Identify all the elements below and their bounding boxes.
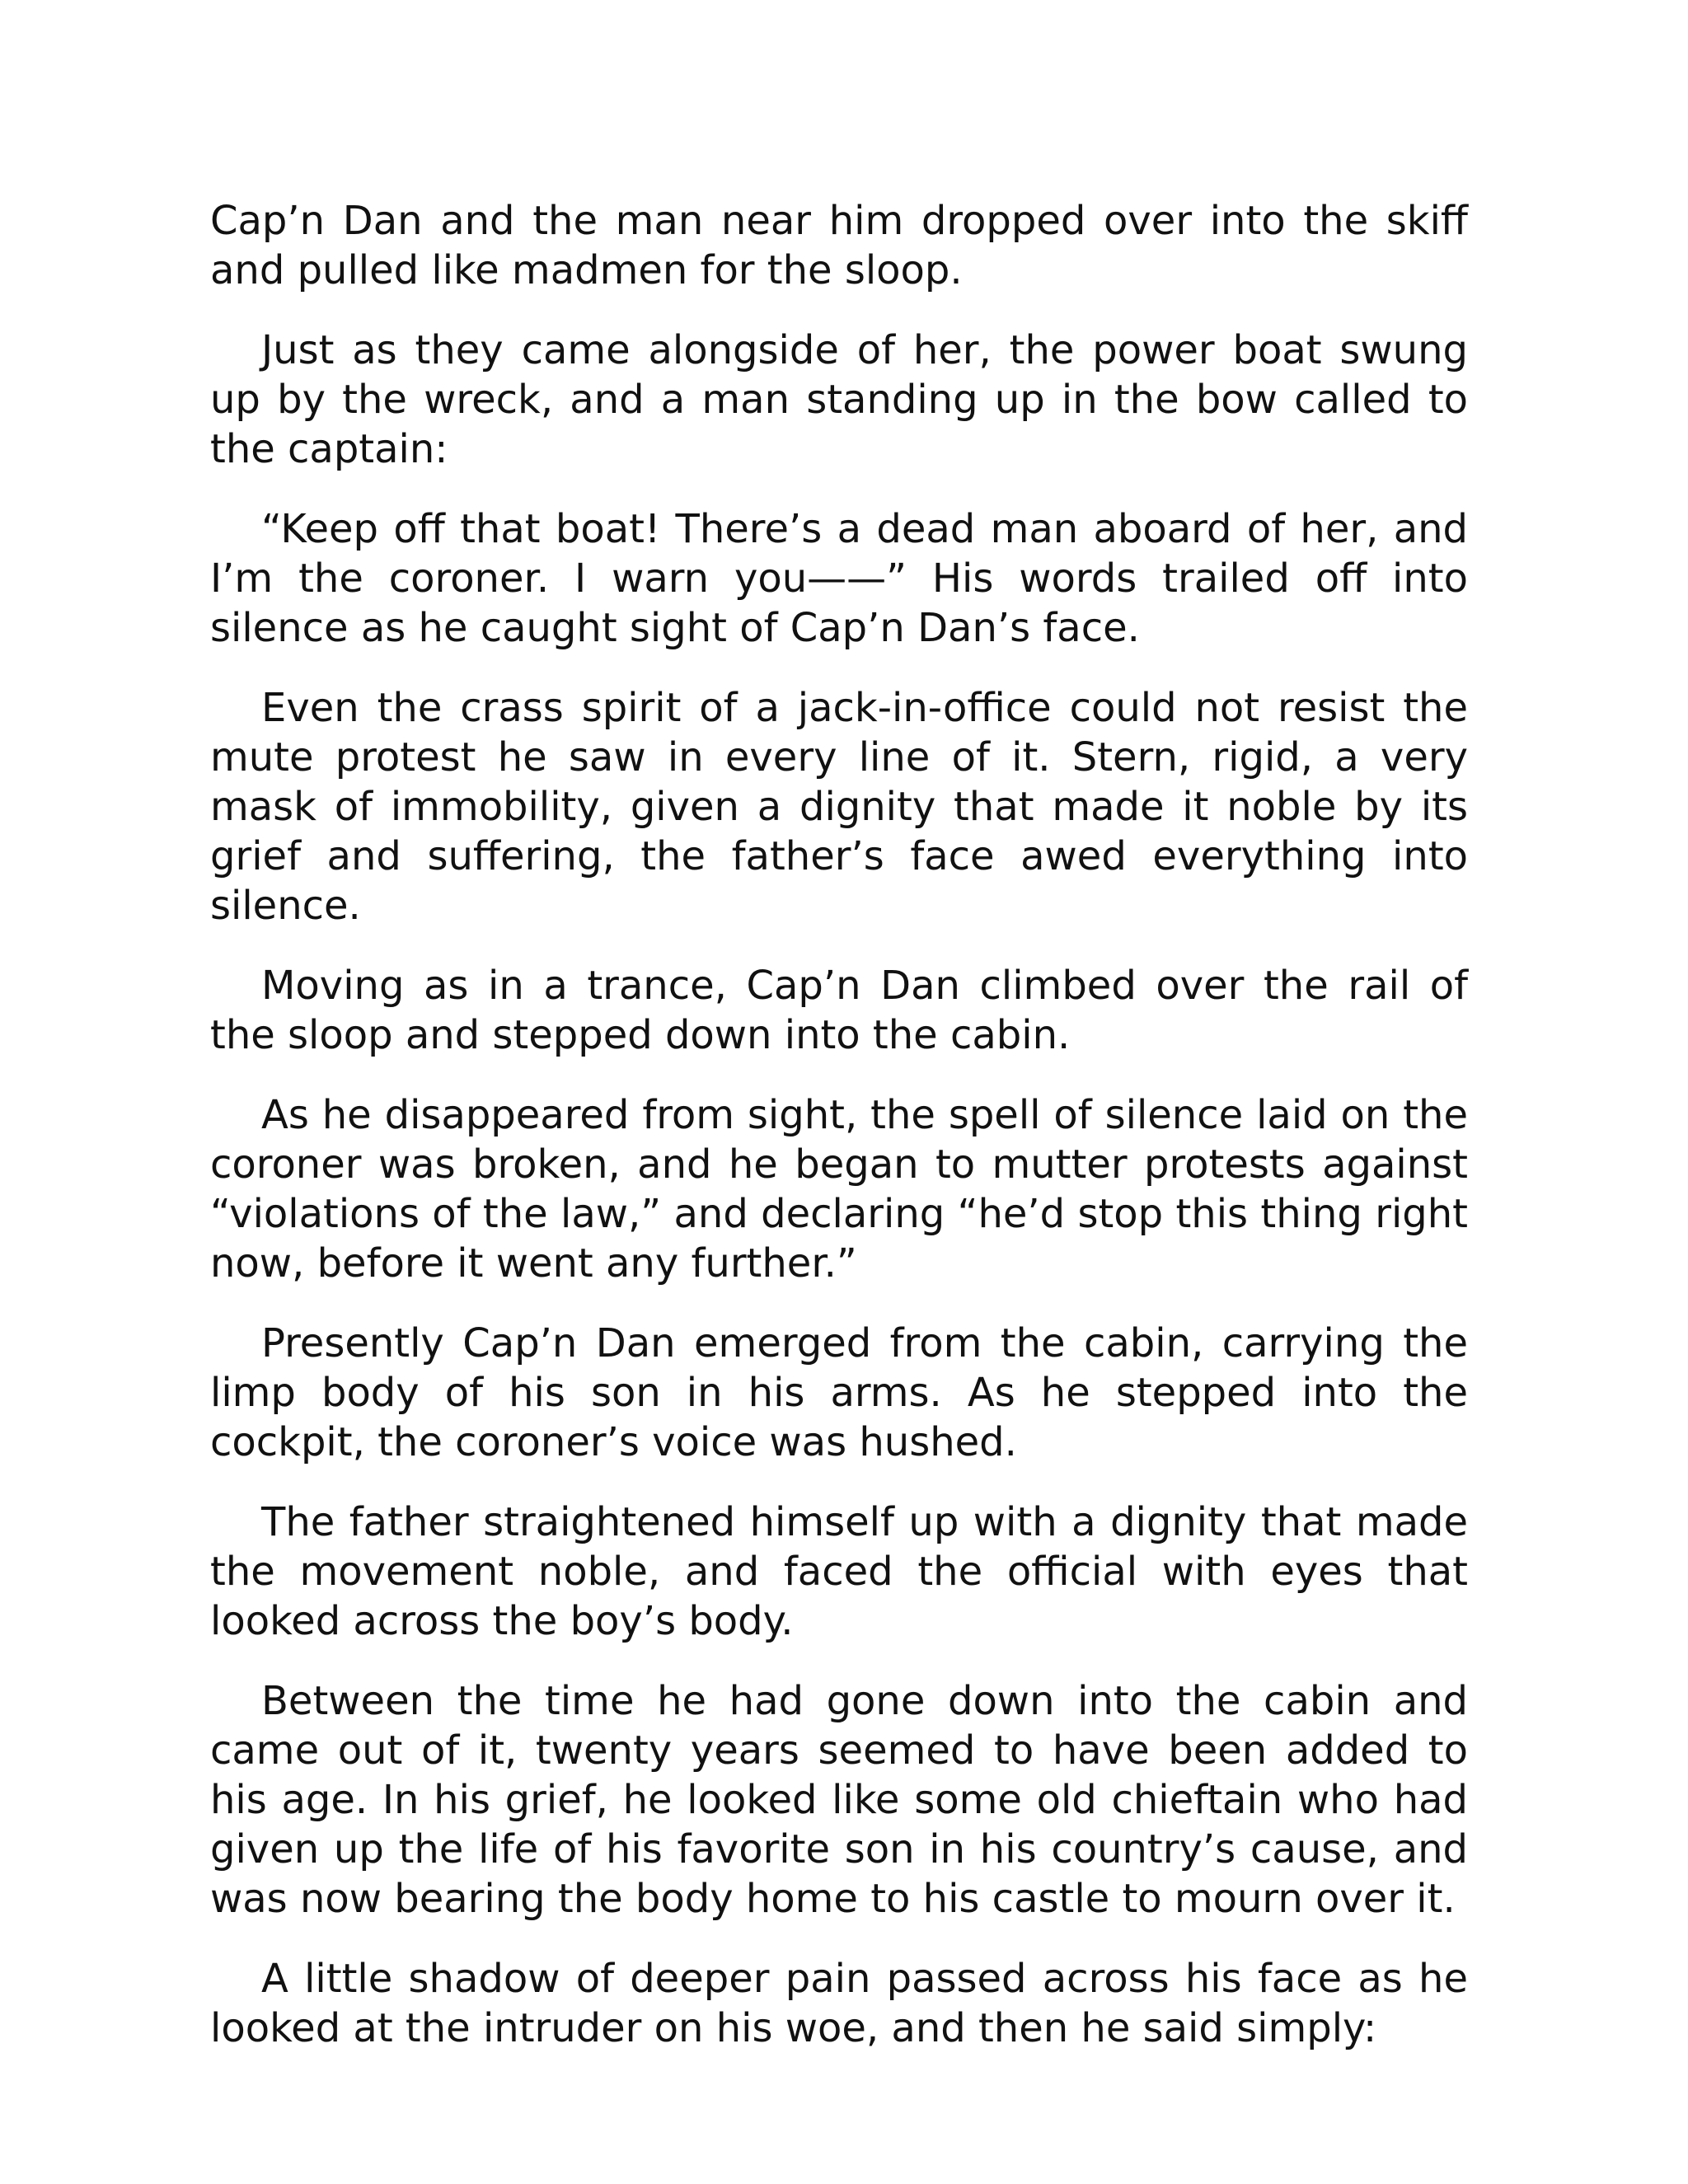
paragraph-4: Even the crass spirit of a jack-in-office could not resist the mute protest he saw in every line of it. Stern, rigid, a very mask of immobility, given a dignity that made it noble by its grief and suffering, the father’s face awed everything into silence. <box>210 685 1468 929</box>
paragraph-6: As he disappeared from sight, the spell of silence laid on the coroner was broken, and he began to mutter protests against “violations of the law,” and declaring “he’d stop this thing right now, before it went any further.” <box>210 1092 1468 1286</box>
paragraph-2: Just as they came alongside of her, the power boat swung up by the wreck, and a man standing up in the bow called to the captain: <box>210 327 1468 472</box>
paragraph-10: A little shadow of deeper pain passed across his face as he looked at the intruder on his woe, and then he said simply: <box>210 1956 1468 2051</box>
paragraph-8: The father straightened himself up with a dignity that made the movement noble, and faced the official with eyes that looked across the boy’s body. <box>210 1499 1468 1644</box>
paragraph-1: Cap’n Dan and the man near him dropped over into the skiff and pulled like madmen for the sloop. <box>210 198 1468 293</box>
paragraph-5: Moving as in a trance, Cap’n Dan climbed over the rail of the sloop and stepped down into the cabin. <box>210 963 1468 1058</box>
paragraph-7: Presently Cap’n Dan emerged from the cabin, carrying the limp body of his son in his arms. As he stepped into the cockpit, the coroner’s voice was hushed. <box>210 1320 1468 1465</box>
paragraph-9: Between the time he had gone down into the cabin and came out of it, twenty years seemed to have been added to his age. In his grief, he looked like some old chieftain who had given up the life of his favorite son in his country’s cause, and was now bearing the body home to his castle to mourn over it. <box>210 1678 1468 1922</box>
paragraph-3: “Keep off that boat! There’s a dead man aboard of her, and I’m the coroner. I warn you——” His words trailed off into silence as he caught sight of Cap’n Dan’s face. <box>210 506 1468 651</box>
page-body <box>210 196 1468 2083</box>
